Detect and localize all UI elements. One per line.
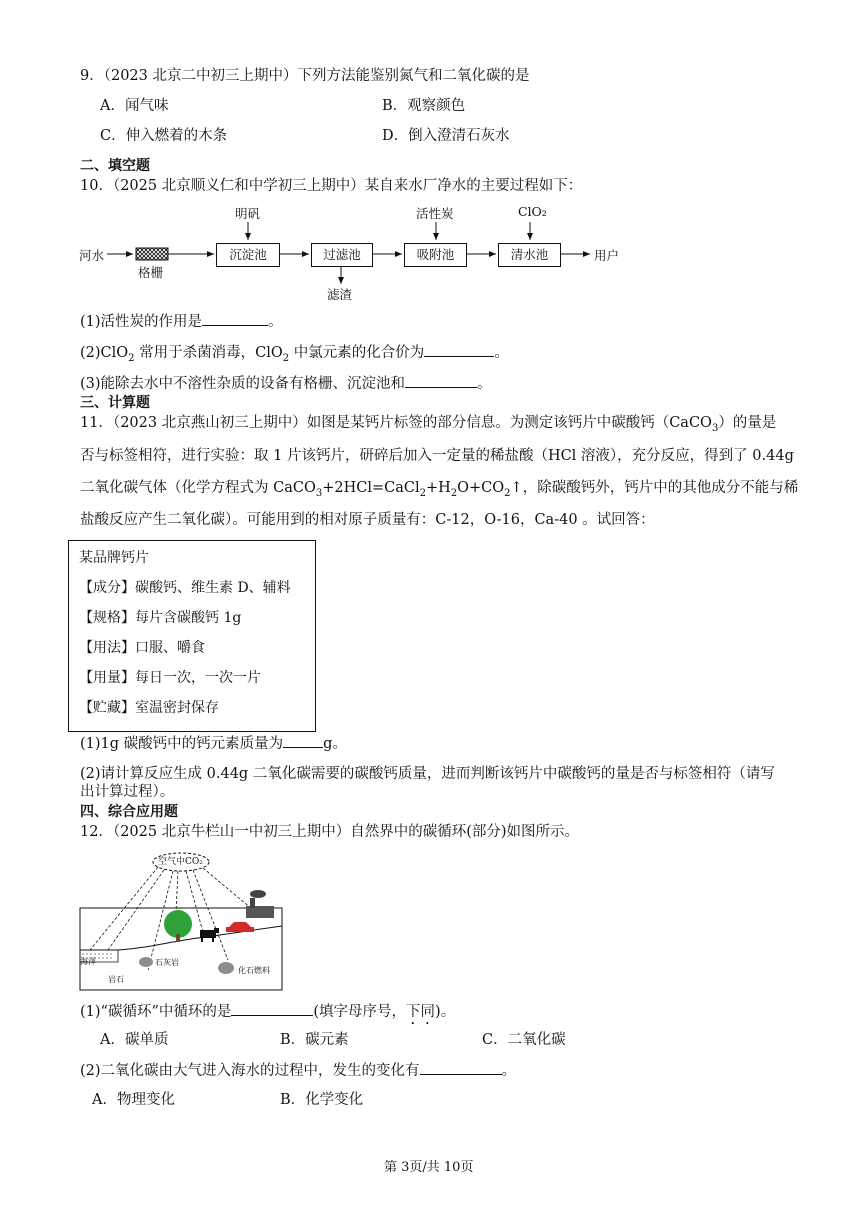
page-footer: 第 3页/共 10页 bbox=[384, 1160, 474, 1175]
q12-part2: (2)二氧化碳由大气进入海水的过程中，发生的变化有 。 bbox=[80, 1060, 516, 1081]
calcium-tablet-label bbox=[68, 540, 316, 732]
flow-grate: 格栅 bbox=[138, 265, 164, 280]
section-heading-application: 四、综合应用题 bbox=[80, 804, 178, 820]
q12-option-b: B．碳元素 bbox=[280, 1032, 349, 1048]
q12-part2-option-b: B．化学变化 bbox=[280, 1092, 364, 1108]
flow-filter-output: 滤渣 bbox=[327, 287, 353, 302]
flow-user: 用户 bbox=[594, 248, 620, 263]
flow-settle-input: 明矾 bbox=[235, 206, 261, 221]
cycle-sea: 海洋 bbox=[80, 957, 96, 966]
q11-part2-line1: (2)请计算反应生成 0.44g 二氧化碳需要的碳酸钙质量，进而判断该钙片中碳酸钙的量是否与标签相符（请写 bbox=[80, 766, 775, 782]
q10-part2: (2)ClO$_2$ 常用于杀菌消毒，ClO$_2$ 中氯元素的化合价为 。 bbox=[80, 342, 509, 369]
section-heading-fill: 二、填空题 bbox=[80, 158, 150, 174]
q10-part3: (3)能除去水中不溶性杂质的设备有格栅、沉淀池和 。 bbox=[80, 373, 492, 394]
label-line: 【贮藏】室温密封保存 bbox=[79, 700, 219, 716]
q12-option-c: C．二氧化碳 bbox=[482, 1032, 566, 1048]
cycle-limestone: 石灰岩 bbox=[155, 958, 179, 967]
answer-blank[interactable] bbox=[405, 373, 477, 388]
q9-stem: 9．（2023 北京二中初三上期中）下列方法能鉴别氮气和二氧化碳的是 bbox=[80, 68, 530, 84]
flow-settle-box: 沉淀池 bbox=[216, 243, 280, 267]
flow-river: 河水 bbox=[79, 248, 105, 263]
label-line: 【用法】口服、嚼食 bbox=[79, 640, 205, 656]
cycle-air-co2: 空气中CO₂ bbox=[158, 857, 203, 867]
label-line: 某品牌钙片 bbox=[79, 550, 149, 566]
q11-part1: (1)1g 碳酸钙中的钙元素质量为 g。 bbox=[80, 733, 347, 754]
q10-stem: 10．（2025 北京顺义仁和中学初三上期中）某自来水厂净水的主要过程如下： bbox=[80, 178, 583, 194]
label-line: 【规格】每片含碳酸钙 1g bbox=[79, 610, 242, 626]
q9-option-c: C．伸入燃着的木条 bbox=[100, 128, 228, 144]
q12-part2-option-a: A．物理变化 bbox=[92, 1092, 175, 1108]
answer-blank[interactable] bbox=[424, 342, 494, 357]
answer-blank[interactable] bbox=[231, 1001, 313, 1016]
section-heading-calc: 三、计算题 bbox=[80, 395, 150, 411]
cycle-fossil-fuel: 化石燃料 bbox=[238, 966, 270, 975]
answer-blank[interactable] bbox=[420, 1060, 502, 1075]
answer-blank[interactable] bbox=[202, 311, 268, 326]
flow-adsorb-input: 活性炭 bbox=[416, 206, 454, 221]
flow-adsorb-box: 吸附池 bbox=[404, 243, 467, 267]
q9-option-b: B．观察颜色 bbox=[382, 98, 466, 114]
label-line: 【成分】碳酸钙、维生素 D、辅料 bbox=[79, 580, 291, 596]
flow-filter-box: 过滤池 bbox=[311, 243, 373, 267]
q9-option-d: D．倒入澄清石灰水 bbox=[382, 128, 510, 144]
q11-line4: 盐酸反应产生二氧化碳）。可能用到的相对原子质量有：C-12，O-16，Ca-40 。试回答： bbox=[80, 512, 655, 528]
q12-part1: (1)“碳循环”中循环的是 (填字母序号，下同)。 bbox=[80, 1001, 455, 1028]
q12-stem: 12．（2025 北京牛栏山一中初三上期中）自然界中的碳循环(部分)如图所示。 bbox=[80, 824, 580, 840]
q11-line1: 11．（2023 北京燕山初三上期中）如图是某钙片标签的部分信息。为测定该钙片中碳酸钙（CaCO$_3$）的量是 bbox=[80, 415, 777, 434]
answer-blank[interactable] bbox=[283, 733, 323, 748]
q12-option-a: A．碳单质 bbox=[100, 1032, 169, 1048]
q11-part2-line2: 出计算过程）。 bbox=[80, 784, 175, 800]
q11-line3: 二氧化碳气体（化学方程式为 $CaCO_3+2HCl=CaCl_2+H_2O+CO_2↑$，除碳酸钙外，钙片中的其他成分不能与稀 bbox=[80, 480, 799, 499]
cycle-rock: 岩石 bbox=[108, 975, 124, 984]
flow-clean-box: 清水池 bbox=[498, 243, 561, 267]
q10-part1: (1)活性炭的作用是 。 bbox=[80, 311, 283, 332]
label-line: 【用量】每日一次，一次一片 bbox=[79, 670, 261, 686]
flow-clean-input: ClO₂ bbox=[518, 204, 547, 219]
q11-line2: 否与标签相符，进行实验：取 1 片该钙片，研碎后加入一定量的稀盐酸（HCl 溶液），充分反应，得到了 0.44g bbox=[80, 448, 794, 464]
q9-option-a: A．闻气味 bbox=[100, 98, 169, 114]
